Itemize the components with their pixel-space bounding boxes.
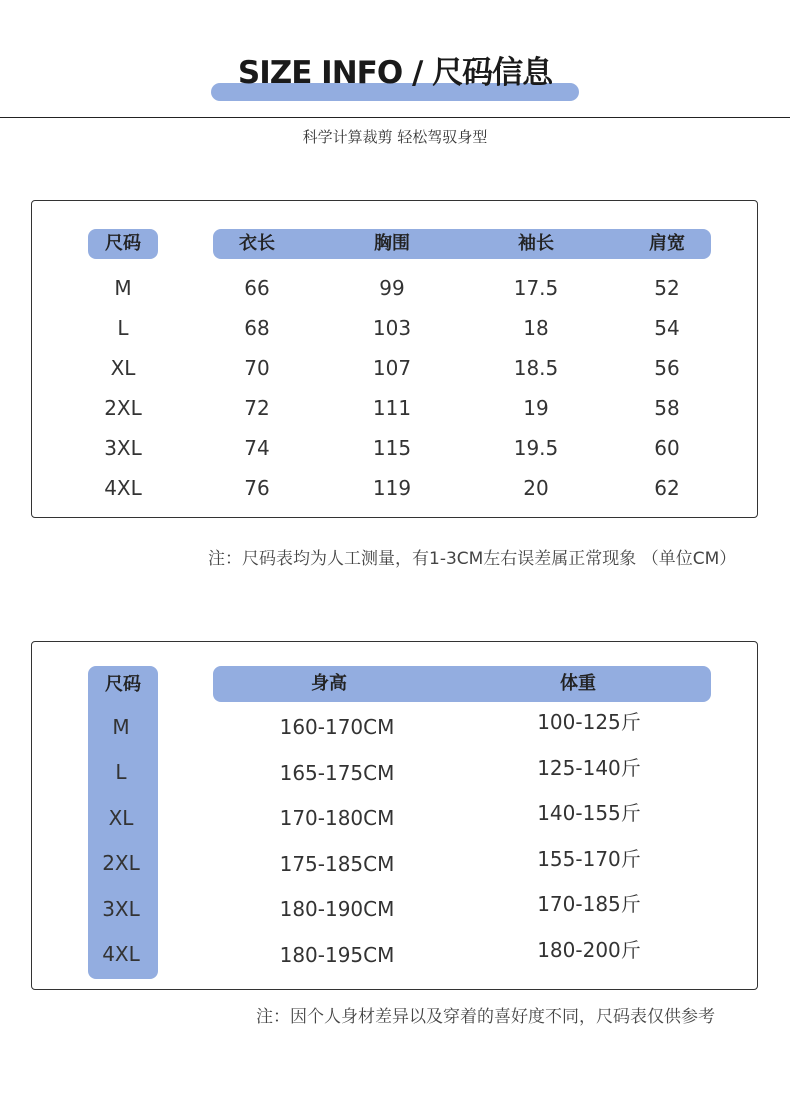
cell-chest: 99 — [379, 276, 405, 300]
cell-sleeve: 19.5 — [513, 436, 559, 460]
cell-height: 175-185CM — [279, 852, 395, 876]
cell-size: L — [115, 760, 127, 784]
cell-length: 72 — [244, 396, 270, 420]
cell-size: M — [112, 715, 130, 739]
cell-height: 180-190CM — [279, 897, 395, 921]
cell-height: 165-175CM — [279, 761, 395, 785]
cell-weight: 125-140斤 — [537, 756, 641, 780]
cell-length: 68 — [244, 316, 270, 340]
cell-size: M — [114, 276, 132, 300]
header-size-2: 尺码 — [105, 674, 141, 695]
page-title: SIZE INFO / 尺码信息 — [237, 55, 553, 91]
cell-length: 70 — [244, 356, 270, 380]
cell-size: 4XL — [104, 476, 142, 500]
cell-length: 66 — [244, 276, 270, 300]
cell-size: 2XL — [104, 396, 142, 420]
cell-weight: 170-185斤 — [537, 892, 641, 916]
cell-size: 2XL — [102, 851, 140, 875]
cell-chest: 115 — [372, 436, 412, 460]
cell-shoulder: 56 — [654, 356, 680, 380]
cell-weight: 140-155斤 — [537, 801, 641, 825]
measurement-note: 注：尺码表均为人工测量，有1-3CM左右误差属正常现象 （单位CM） — [208, 549, 737, 569]
fit-header-pill — [213, 666, 711, 702]
cell-height: 180-195CM — [279, 943, 395, 967]
cell-shoulder: 62 — [654, 476, 680, 500]
header-size: 尺码 — [105, 233, 141, 254]
cell-weight: 100-125斤 — [537, 710, 641, 734]
page-subtitle: 科学计算裁剪 轻松驾驭身型 — [302, 128, 488, 146]
cell-size: 3XL — [104, 436, 142, 460]
cell-chest: 119 — [372, 476, 412, 500]
cell-chest: 107 — [372, 356, 412, 380]
cell-length: 76 — [244, 476, 270, 500]
cell-weight: 180-200斤 — [537, 938, 641, 962]
cell-size: XL — [108, 806, 134, 830]
fit-guide-note: 注：因个人身材差异以及穿着的喜好度不同，尺码表仅供参考 — [256, 1007, 715, 1027]
header-chest: 胸围 — [374, 233, 410, 254]
cell-height: 160-170CM — [279, 715, 395, 739]
header-height: 身高 — [311, 673, 347, 694]
cell-size: XL — [110, 356, 136, 380]
cell-sleeve: 17.5 — [513, 276, 559, 300]
header-length: 衣长 — [239, 233, 275, 254]
cell-sleeve: 18 — [523, 316, 549, 340]
cell-weight: 155-170斤 — [537, 847, 641, 871]
cell-length: 74 — [244, 436, 270, 460]
cell-chest: 103 — [372, 316, 412, 340]
header-weight: 体重 — [560, 673, 596, 694]
cell-size: L — [117, 316, 129, 340]
cell-chest: 111 — [372, 396, 412, 420]
cell-sleeve: 19 — [523, 396, 549, 420]
cell-height: 170-180CM — [279, 806, 395, 830]
cell-shoulder: 58 — [654, 396, 680, 420]
title-divider — [0, 117, 790, 118]
cell-shoulder: 60 — [654, 436, 680, 460]
cell-shoulder: 54 — [654, 316, 680, 340]
cell-sleeve: 20 — [523, 476, 549, 500]
cell-shoulder: 52 — [654, 276, 680, 300]
cell-size: 3XL — [102, 897, 140, 921]
cell-size: 4XL — [102, 942, 140, 966]
header-sleeve: 袖长 — [518, 233, 554, 254]
cell-sleeve: 18.5 — [513, 356, 559, 380]
header-shoulder: 肩宽 — [649, 233, 685, 254]
